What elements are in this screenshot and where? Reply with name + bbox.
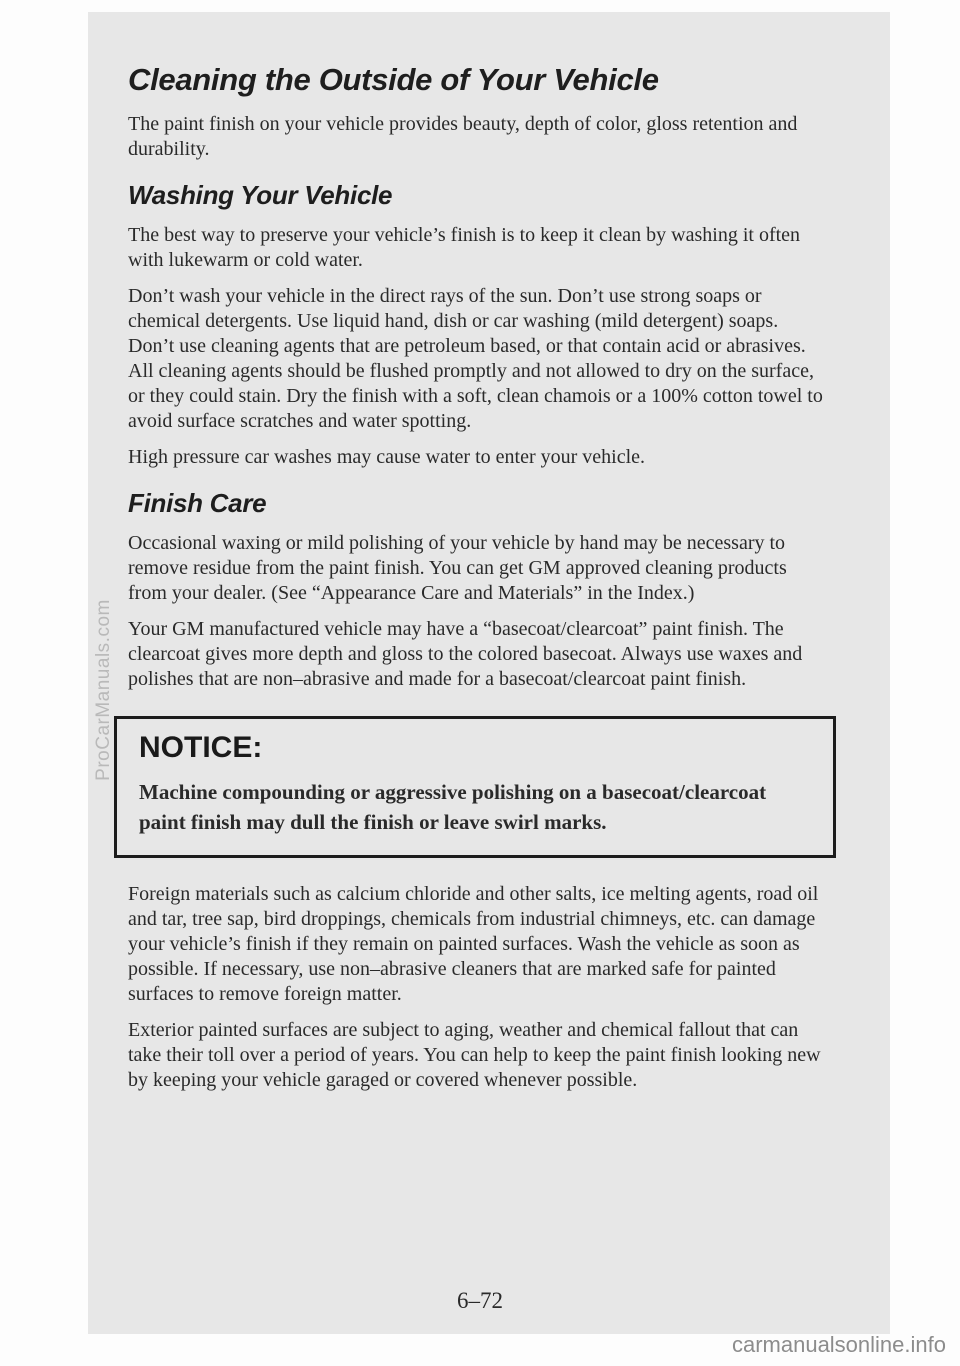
intro-paragraph: The paint finish on your vehicle provides beauty, depth of color, gloss retention and durability. <box>128 113 798 160</box>
notice-box <box>114 716 836 858</box>
page-content <box>128 62 828 1104</box>
exterior-surfaces-paragraph: Exterior painted surfaces are subject to aging, weather and chemical fallout that can take their toll over a period of years. You can help to keep the paint finish looking new by keeping your vehicle garaged or covered whenever possible. <box>128 1019 821 1091</box>
finish-paragraph-1: Occasional waxing or mild polishing of your vehicle by hand may be necessary to remove residue from the paint finish. You can get GM approved cleaning products from your dealer. (See “Appearance Care and Materials” in the Index.) <box>128 532 787 604</box>
notice-text: Machine compounding or aggressive polishing on a basecoat/clearcoat paint finish may dull the finish or leave swirl marks. <box>139 780 767 834</box>
page-number: 6–72 <box>457 1288 503 1313</box>
washing-paragraph-1: The best way to preserve your vehicle’s finish is to keep it clean by washing it often with lukewarm or cold water. <box>128 224 801 271</box>
notice-title: NOTICE: <box>139 731 263 764</box>
side-watermark: ProCarManuals.com <box>93 599 114 781</box>
finish-paragraph-2: Your GM manufactured vehicle may have a “basecoat/clearcoat” paint finish. The clearcoat gives more depth and gloss to the colored basecoat. Always use waxes and polishes that are non–abrasive and made for a basecoat/clearcoat paint finish. <box>128 618 803 690</box>
finish-care-heading: Finish Care <box>128 488 267 518</box>
page-title: Cleaning the Outside of Your Vehicle <box>128 62 659 97</box>
washing-paragraph-2: Don’t wash your vehicle in the direct rays of the sun. Don’t use strong soaps or chemical detergents. Use liquid hand, dish or car washing (mild detergent) soaps. Don’t use cleaning agents that are petroleum based, or that contain acid or abrasives. All cleaning agents should be flushed promptly and not allowed to dry on the surface, or they could stain. Dry the finish with a soft, clean chamois or a 100% cotton towel to avoid surface scratches and water spotting. <box>128 285 823 432</box>
bottom-watermark: carmanualsonline.info <box>731 1332 946 1357</box>
washing-paragraph-3: High pressure car washes may cause water to enter your vehicle. <box>128 446 646 468</box>
foreign-materials-paragraph: Foreign materials such as calcium chloride and other salts, ice melting agents, road oil and tar, tree sap, bird droppings, chemicals from industrial chimneys, etc. can damage your vehicle’s finish if they remain on painted surfaces. Wash the vehicle as soon as possible. If necessary, use non–abrasive cleaners that are marked safe for painted surfaces to remove foreign matter. <box>128 883 819 1005</box>
washing-heading: Washing Your Vehicle <box>128 180 393 210</box>
